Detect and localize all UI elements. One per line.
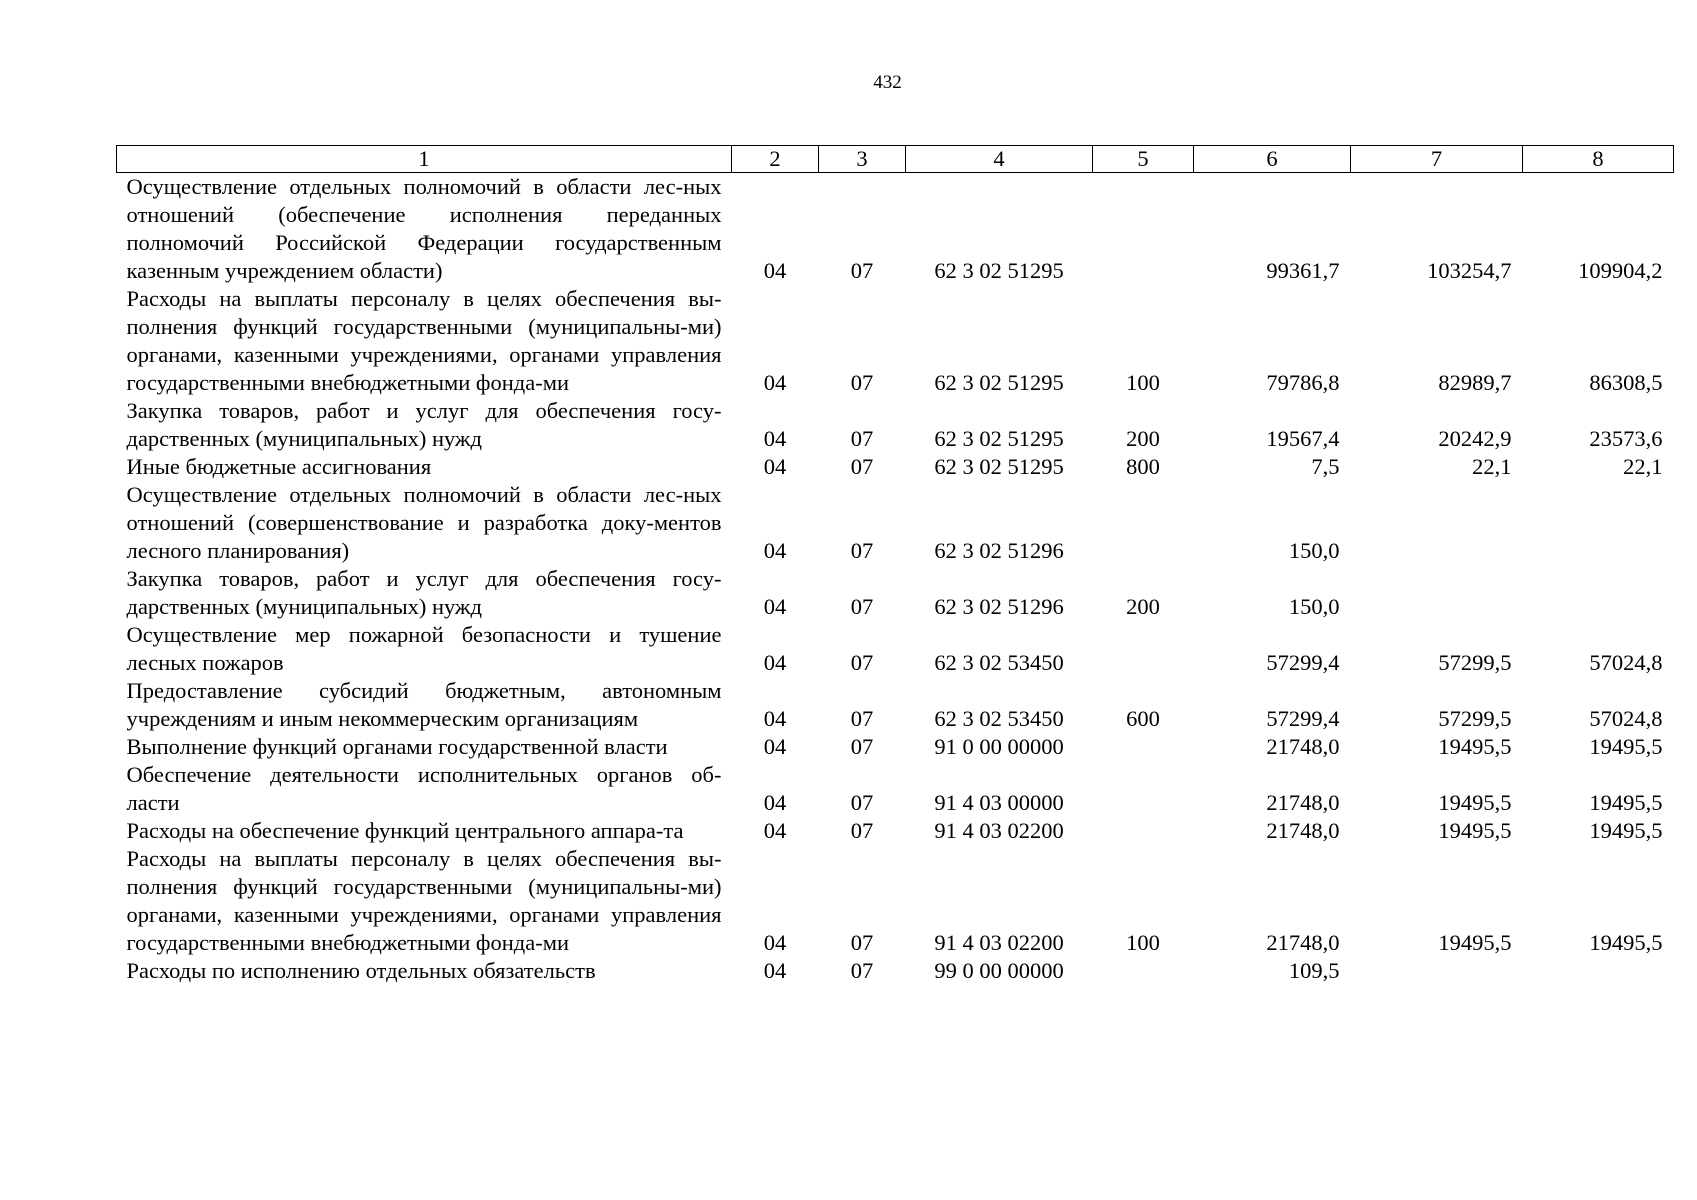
column-header-8: 8 [1523, 146, 1674, 173]
section-code: 04 [763, 706, 787, 731]
amount-col-7: 19495,5 [1438, 734, 1512, 759]
target-article-code: 91 4 03 02200 [934, 818, 1064, 843]
section-code: 04 [763, 734, 787, 759]
expense-type-code: 100 [1126, 930, 1160, 955]
row-name: Осуществление мер пожарной безопасности и тушение лесных пожаров [126, 622, 722, 675]
amount-col-6: 99361,7 [1266, 258, 1340, 283]
amount-col-6: 109,5 [1288, 958, 1340, 983]
expense-type-code: 600 [1126, 706, 1160, 731]
amount-col-6: 21748,0 [1266, 818, 1340, 843]
amount-col-8: 19495,5 [1589, 790, 1663, 815]
row-name: Предоставление субсидий бюджетным, автономным учреждениям и иным некоммерческим организациям [126, 678, 722, 731]
table-row [117, 957, 1674, 985]
target-article-code: 62 3 02 51296 [934, 538, 1064, 563]
amount-col-7: 57299,5 [1438, 650, 1512, 675]
target-article-code: 62 3 02 53450 [934, 706, 1064, 731]
column-header-4: 4 [906, 146, 1093, 173]
subsection-code: 07 [850, 538, 874, 563]
amount-col-6: 79786,8 [1266, 370, 1340, 395]
amount-col-6: 7,5 [1311, 454, 1340, 479]
page-number: 432 [873, 72, 902, 93]
amount-col-6: 21748,0 [1266, 930, 1340, 955]
amount-col-8: 57024,8 [1589, 650, 1663, 675]
target-article-code: 91 4 03 02200 [934, 930, 1064, 955]
column-header-1: 1 [117, 146, 732, 173]
section-code: 04 [763, 370, 787, 395]
target-article-code: 91 0 00 00000 [934, 734, 1064, 759]
expense-type-code: 800 [1126, 454, 1160, 479]
target-article-code: 62 3 02 51295 [934, 370, 1064, 395]
amount-col-7: 19495,5 [1438, 930, 1512, 955]
amount-col-8: 109904,2 [1578, 258, 1663, 283]
amount-col-6: 21748,0 [1266, 734, 1340, 759]
amount-col-6: 57299,4 [1266, 706, 1340, 731]
amount-col-8: 22,1 [1623, 454, 1663, 479]
expense-type-code [1093, 957, 1194, 985]
amount-col-7: 82989,7 [1438, 370, 1512, 395]
amount-col-8: 19495,5 [1589, 930, 1663, 955]
row-name: Осуществление отдельных полномочий в области лес-ных отношений (обеспечение исполнения переданных полномочий Российской Федерации государственным казенным учреждением области) [126, 174, 722, 283]
amount-col-7: 19495,5 [1438, 818, 1512, 843]
budget-table [116, 145, 1674, 985]
subsection-code: 07 [850, 650, 874, 675]
target-article-code: 62 3 02 51295 [934, 454, 1064, 479]
section-code: 04 [763, 538, 787, 563]
target-article-code: 62 3 02 51295 [934, 258, 1064, 283]
section-code: 04 [763, 930, 787, 955]
expense-type-code: 200 [1126, 426, 1160, 451]
subsection-code: 07 [850, 930, 874, 955]
section-code: 04 [763, 818, 787, 843]
row-name: Иные бюджетные ассигнования [126, 454, 432, 479]
subsection-code: 07 [850, 790, 874, 815]
row-name: Расходы на обеспечение функций центрального аппара-та [126, 818, 684, 843]
amount-col-8: 19495,5 [1589, 734, 1663, 759]
target-article-code: 62 3 02 51295 [934, 426, 1064, 451]
amount-col-7: 22,1 [1472, 454, 1512, 479]
amount-col-7 [1351, 957, 1523, 985]
row-name: Расходы на выплаты персоналу в целях обеспечения вы-полнения функций государственными (муниципальны-ми) органами, казенными учреждениями, органами управления государственными внебюджетными фонда-ми [126, 846, 722, 955]
expense-type-code [1093, 621, 1194, 677]
table-row [117, 761, 1674, 817]
section-code: 04 [763, 790, 787, 815]
subsection-code: 07 [850, 818, 874, 843]
section-code: 04 [763, 958, 787, 983]
subsection-code: 07 [850, 594, 874, 619]
row-name: Расходы на выплаты персоналу в целях обеспечения вы-полнения функций государственными (муниципальны-ми) органами, казенными учреждениями, органами управления государственными внебюджетными фонда-ми [126, 286, 722, 395]
header-row [117, 146, 1674, 173]
amount-col-6: 150,0 [1288, 594, 1340, 619]
amount-col-7 [1351, 481, 1523, 565]
column-header-5: 5 [1093, 146, 1194, 173]
table-row [117, 397, 1674, 453]
row-name: Закупка товаров, работ и услуг для обеспечения госу-дарственных (муниципальных) нужд [126, 398, 722, 451]
section-code: 04 [763, 454, 787, 479]
target-article-code: 91 4 03 00000 [934, 790, 1064, 815]
subsection-code: 07 [850, 370, 874, 395]
amount-col-6: 150,0 [1288, 538, 1340, 563]
amount-col-8: 19495,5 [1589, 818, 1663, 843]
table-row [117, 565, 1674, 621]
table-row [117, 285, 1674, 397]
expense-type-code [1093, 817, 1194, 845]
amount-col-6: 21748,0 [1266, 790, 1340, 815]
target-article-code: 99 0 00 00000 [934, 958, 1064, 983]
section-code: 04 [763, 650, 787, 675]
table-row [117, 677, 1674, 733]
row-name: Выполнение функций органами государственной власти [126, 734, 668, 759]
amount-col-8 [1523, 957, 1674, 985]
expense-type-code [1093, 481, 1194, 565]
amount-col-6: 19567,4 [1266, 426, 1340, 451]
amount-col-7: 103254,7 [1427, 258, 1512, 283]
table-row [117, 481, 1674, 565]
subsection-code: 07 [850, 426, 874, 451]
subsection-code: 07 [850, 258, 874, 283]
row-name: Закупка товаров, работ и услуг для обеспечения госу-дарственных (муниципальных) нужд [126, 566, 722, 619]
table-body [117, 173, 1674, 986]
amount-col-7: 20242,9 [1438, 426, 1512, 451]
target-article-code: 62 3 02 53450 [934, 650, 1064, 675]
column-header-3: 3 [819, 146, 906, 173]
amount-col-8 [1523, 481, 1674, 565]
amount-col-8: 57024,8 [1589, 706, 1663, 731]
amount-col-8 [1523, 565, 1674, 621]
expense-type-code [1093, 733, 1194, 761]
expense-type-code [1093, 761, 1194, 817]
expense-type-code: 200 [1126, 594, 1160, 619]
section-code: 04 [763, 258, 787, 283]
amount-col-7: 19495,5 [1438, 790, 1512, 815]
table-row [117, 733, 1674, 761]
table-row [117, 173, 1674, 286]
section-code: 04 [763, 426, 787, 451]
row-name: Осуществление отдельных полномочий в области лес-ных отношений (совершенствование и разработка доку-ментов лесного планирования) [126, 482, 722, 563]
expense-type-code [1093, 173, 1194, 286]
table-row [117, 845, 1674, 957]
amount-col-7 [1351, 565, 1523, 621]
target-article-code: 62 3 02 51296 [934, 594, 1064, 619]
table-row [117, 453, 1674, 481]
table-row [117, 817, 1674, 845]
row-name: Расходы по исполнению отдельных обязательств [126, 958, 596, 983]
expense-type-code: 100 [1126, 370, 1160, 395]
amount-col-8: 86308,5 [1589, 370, 1663, 395]
row-name: Обеспечение деятельности исполнительных органов об-ласти [126, 762, 722, 815]
amount-col-6: 57299,4 [1266, 650, 1340, 675]
column-header-2: 2 [732, 146, 819, 173]
table-row [117, 621, 1674, 677]
amount-col-7: 57299,5 [1438, 706, 1512, 731]
subsection-code: 07 [850, 706, 874, 731]
amount-col-8: 23573,6 [1589, 426, 1663, 451]
subsection-code: 07 [850, 958, 874, 983]
section-code: 04 [763, 594, 787, 619]
column-header-6: 6 [1194, 146, 1351, 173]
subsection-code: 07 [850, 454, 874, 479]
subsection-code: 07 [850, 734, 874, 759]
column-header-7: 7 [1351, 146, 1523, 173]
